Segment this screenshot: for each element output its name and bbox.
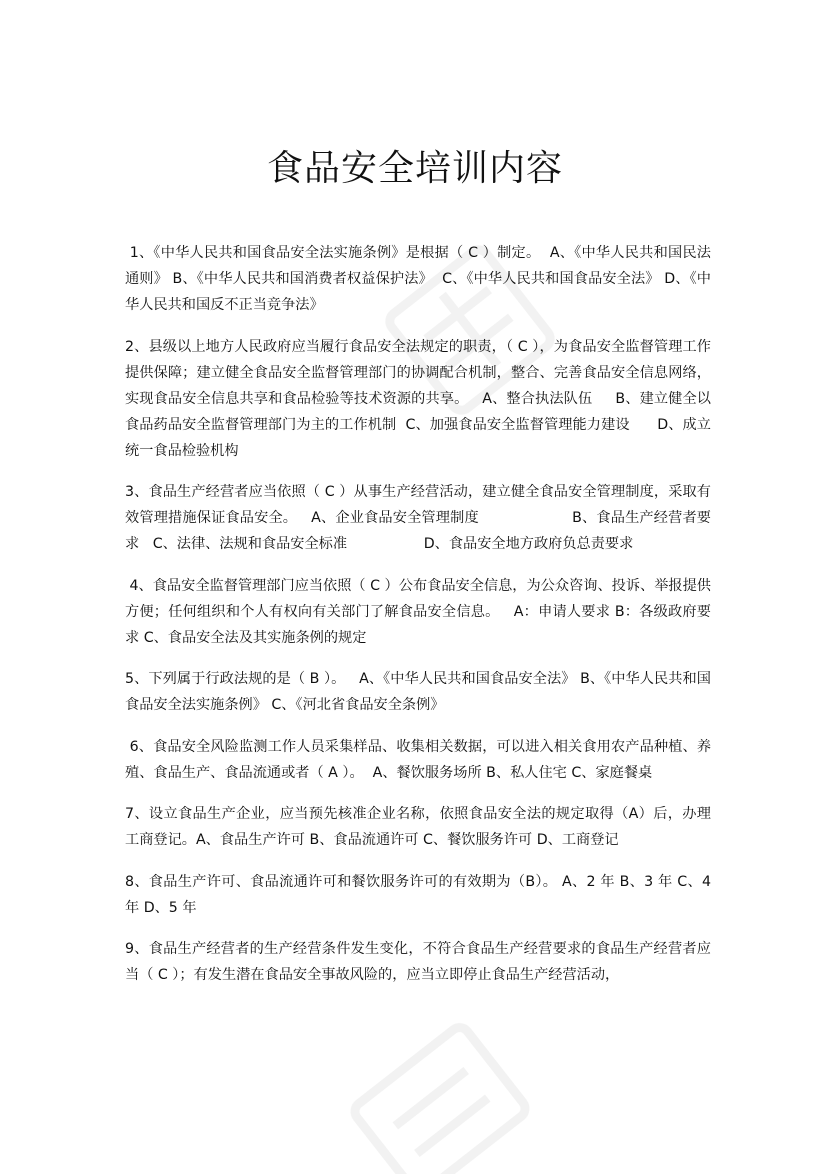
- question-list: [125, 240, 716, 1004]
- question-6: 6、食品安全风险监测工作人员采集样品、收集相关数据，可以进入相关食用农产品种植、养殖、食品生产、食品流通或者（ A ）。 A、餐饮服务场所 B、私人住宅 C、家庭餐桌: [125, 738, 712, 781]
- question-3: 3、食品生产经营者应当依照（ C ）从事生产经营活动，建立健全食品安全管理制度，采取有效管理措施保证食品安全。 A、企业食品安全管理制度 B、食品生产经营者要求 C、法律、法规和食品安全标准 D、食品安全地方政府负总责要求: [125, 484, 711, 552]
- question-2: 2、县级以上地方人民政府应当履行食品安全法规定的职责，（ C ），为食品安全监督管理工作提供保障；建立健全食品安全监督管理部门的协调配合机制，整合、完善食品安全信息网络，实现食品安全信息共享和食品检验等技术资源的共享。 A、整合执法队伍 B、建立健全以食品药品安全监督管理部门为主的工作机制 C、加强食品安全监督管理能力建设 D、成立统一食品检验机构: [125, 338, 711, 459]
- question-1: 1、《中华人民共和国食品安全法实施条例》是根据（ C ）制定。 A、《中华人民共和国民法通则》 B、《中华人民共和国消费者权益保护法》 C、《中华人民共和国食品安全法》 D、《中华人民共和国反不正当竞争法》: [125, 245, 711, 313]
- question-7: 7、设立食品生产企业，应当预先核准企业名称，依照食品安全法的规定取得（A）后，办理工商登记。A、食品生产许可 B、食品流通许可 C、餐饮服务许可 D、工商登记: [125, 806, 711, 848]
- question-4: 4、食品安全监督管理部门应当依照（ C ）公布食品安全信息，为公众咨询、投诉、举报提供方便；任何组织和个人有权向有关部门了解食品安全信息。 A：申请人要求 B：各级政府要求 C、食品安全法及其实施条例的规定: [125, 577, 711, 646]
- question-8: 8、食品生产许可、食品流通许可和餐饮服务许可的有效期为（B）。 A、2 年 B、3 年 C、4 年 D、5 年: [125, 873, 716, 916]
- question-5: 5、下列属于行政法规的是（ B ）。 A、《中华人民共和国食品安全法》 B、《中华人民共和国食品安全法实施条例》 C、《河北省食品安全条例》: [125, 671, 711, 713]
- question-9: 9、食品生产经营者的生产经营条件发生变化，不符合食品生产经营要求的食品生产经营者应当（ C ）；有发生潜在食品安全事故风险的，应当立即停止食品生产经营活动，: [125, 941, 711, 983]
- document-title: 食品安全培训内容: [266, 148, 563, 189]
